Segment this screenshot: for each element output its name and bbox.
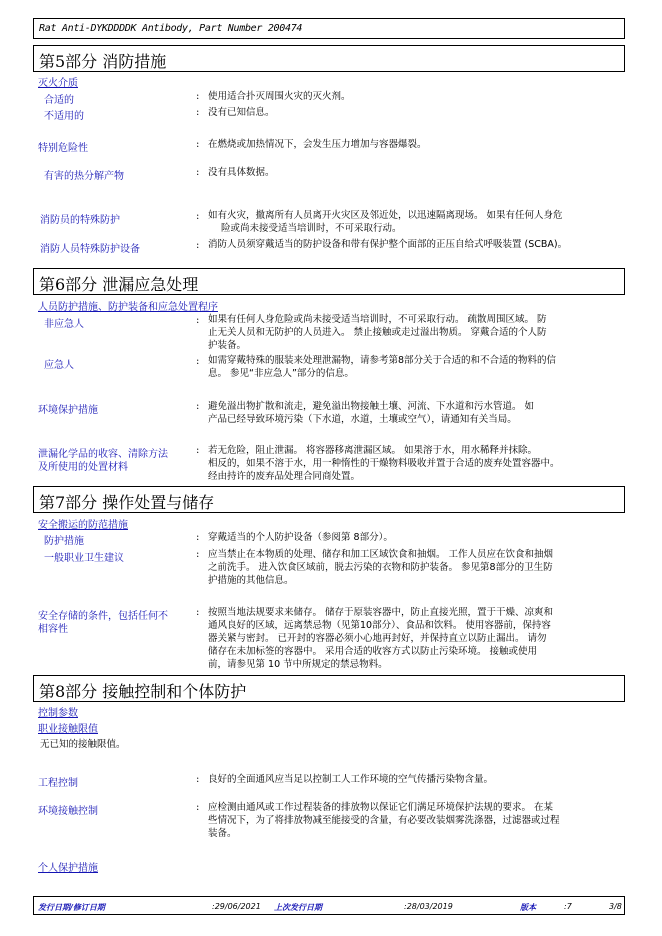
colon: :	[196, 532, 200, 543]
colon: :	[196, 91, 200, 102]
colon: :	[196, 139, 200, 150]
document-title: Rat Anti-DYKDDDDK Antibody, Part Number 200474	[39, 23, 303, 34]
unsuitable-value: 没有已知信息。	[208, 107, 275, 118]
hygiene-advice-value-3: 护措施的其他信息。	[208, 575, 294, 586]
previous-issue-value: :28/03/2019	[404, 902, 453, 911]
section-6-header	[33, 268, 625, 295]
control-parameters-heading: 控制参数	[38, 708, 78, 719]
protective-measures-label: 防护措施	[44, 536, 84, 547]
colon: :	[196, 356, 200, 367]
safe-handling-heading: 安全搬运的防范措施	[38, 520, 128, 531]
page-number: 3/8	[609, 902, 622, 911]
non-emergency-label: 非应急人	[44, 319, 84, 330]
section-7-title: 第7部分 操作处置与储存	[39, 493, 215, 512]
suitable-label: 合适的	[44, 95, 74, 106]
personal-protection-heading: 个人保护措施	[38, 863, 98, 874]
ppe-firefighters-label: 消防人员特殊防护设备	[40, 244, 140, 255]
version-value: :7	[564, 902, 572, 911]
env-precautions-value-2: 产品已经导致环境污染（下水道，水道，土壤或空气），请通知有关当局。	[208, 414, 517, 425]
section-8-title: 第8部分 接触控制和个体防护	[39, 682, 247, 701]
storage-conditions-value-5: 前，请参见第 10 节中所规定的禁忌物料。	[208, 659, 388, 670]
non-emergency-value-2: 止无关人员和无防护的人员进入。 禁止接触或走过溢出物质。 穿戴合适的个人防	[208, 327, 547, 338]
occupational-limits-heading: 职业接触限值	[38, 724, 98, 735]
hygiene-advice-value-1: 应当禁止在本物质的处理、储存和加工区域饮食和抽烟。 工作人员应在饮食和抽烟	[208, 549, 554, 560]
hygiene-advice-label: 一般职业卫生建议	[44, 553, 124, 564]
env-exposure-controls-label: 环境接触控制	[38, 806, 98, 817]
protective-measures-value: 穿戴适当的个人防护设备（参阅第 8部分）。	[208, 532, 393, 543]
colon: :	[196, 240, 200, 251]
section-8-header	[33, 675, 625, 702]
storage-conditions-label-1: 安全存储的条件，包括任何不	[38, 611, 168, 622]
decomp-products-value: 没有具体数据。	[208, 167, 275, 178]
emergency-responders-value-1: 如需穿戴特殊的服装来处理泄漏物，请参考第8部分关于合适的和不合适的物料的信	[208, 355, 557, 366]
colon: :	[196, 401, 200, 412]
storage-conditions-value-1: 按照当地法规要求来储存。 储存于原装容器中，防止直接光照，置于干燥、凉爽和	[208, 607, 554, 618]
emergency-responders-label: 应急人	[44, 360, 74, 371]
colon: :	[196, 211, 200, 222]
storage-conditions-value-3: 器关紧与密封。 已开封的容器必须小心地再封好，并保持直立以防止漏出。 请勿	[208, 633, 547, 644]
engineering-controls-value: 良好的全面通风应当足以控制工人工作环境的空气传播污染物含量。	[208, 774, 494, 785]
section-7-header	[33, 486, 625, 513]
decomp-products-label: 有害的热分解产物	[44, 171, 124, 182]
colon: :	[196, 802, 200, 813]
section-5-header	[33, 45, 625, 72]
non-emergency-value-3: 护装备。	[208, 340, 247, 351]
env-exposure-controls-value-1: 应检测由通风或工作过程装备的排放物以保证它们满足环境保护法规的要求。 在某	[208, 802, 554, 813]
section-6-title: 第6部分 泄漏应急处理	[39, 275, 199, 294]
colon: :	[196, 445, 200, 456]
cleanup-methods-label-1: 泄漏化学品的收容、清除方法	[38, 449, 168, 460]
hygiene-advice-value-2: 之前洗手。 进入饮食区域前，脱去污染的衣物和防护装备。 参见第8部分的卫生防	[208, 562, 553, 573]
env-precautions-label: 环境保护措施	[38, 405, 98, 416]
document-header	[33, 18, 625, 39]
extinguishing-media-heading: 灭火介质	[38, 78, 78, 89]
issue-date-label: 发行日期/修订日期	[38, 903, 105, 912]
colon: :	[196, 774, 200, 785]
cleanup-methods-value-2: 相反的，如果不溶于水，用一种惰性的干燥物料吸收并置于合适的废弃处置容器中。	[208, 458, 560, 469]
colon: :	[196, 315, 200, 326]
document-footer	[33, 896, 625, 915]
personal-precautions-heading: 人员防护措施、防护装备和应急处置程序	[38, 302, 218, 313]
storage-conditions-value-2: 通风良好的区域，远离禁忌物（见第10部分）、食品和饮料。 使用容器前，保持容	[208, 620, 551, 631]
special-hazards-value: 在燃烧或加热情况下，会发生压力增加与容器爆裂。	[208, 139, 427, 150]
cleanup-methods-label-2: 及所使用的处置材料	[38, 462, 128, 473]
storage-conditions-value-4: 储存在未加标签的容器中。 采用合适的收容方式以防止污染环境。 接触或使用	[208, 646, 538, 657]
colon: :	[196, 607, 200, 618]
non-emergency-value-1: 如果有任何人身危险或尚未接受适当培训时，不可采取行动。 疏散周围区域。 防	[208, 314, 547, 325]
issue-date-value: :29/06/2021	[212, 902, 261, 911]
version-label: 版本	[520, 903, 536, 912]
firefighter-protection-value-1: 如有火灾，撤离所有人员离开火灾区及邻近处，以迅速隔离现场。 如果有任何人身危	[208, 210, 563, 221]
colon: :	[196, 107, 200, 118]
firefighter-protection-value-2: 险或尚未接受适当培训时，不可采取行动。	[221, 223, 402, 234]
cleanup-methods-value-1: 若无危险，阻止泄漏。 将容器移离泄漏区域。 如果溶于水，用水稀释并抹除。	[208, 445, 538, 456]
cleanup-methods-value-3: 经由持许的废弃品处理合同商处置。	[208, 471, 361, 482]
env-exposure-controls-value-2: 些情况下，为了将排放物减至能接受的含量，有必要改装烟雾洗涤器，过滤器或过程	[208, 815, 560, 826]
section-5-title: 第5部分 消防措施	[39, 52, 167, 71]
special-hazards-label: 特别危险性	[38, 143, 88, 154]
env-exposure-controls-value-3: 装备。	[208, 828, 237, 839]
firefighter-protection-label: 消防员的特殊防护	[40, 215, 120, 226]
storage-conditions-label-2: 相容性	[38, 624, 68, 635]
colon: :	[196, 549, 200, 560]
ppe-firefighters-value: 消防人员须穿戴适当的防护设备和带有保护整个面部的正压自给式呼吸装置 (SCBA)。	[208, 239, 568, 250]
engineering-controls-label: 工程控制	[38, 778, 78, 789]
env-precautions-value-1: 避免溢出物扩散和流走，避免溢出物接触土壤、河流、下水道和污水管道。 如	[208, 401, 535, 412]
colon: :	[196, 167, 200, 178]
previous-issue-label: 上次发行日期	[274, 903, 322, 912]
no-exposure-limits-text: 无已知的接触限值。	[40, 739, 126, 750]
unsuitable-label: 不适用的	[44, 111, 84, 122]
suitable-value: 使用适合扑灭周围火灾的灭火剂。	[208, 91, 351, 102]
emergency-responders-value-2: 息。 参见“非应急人”部分的信息。	[208, 368, 354, 379]
